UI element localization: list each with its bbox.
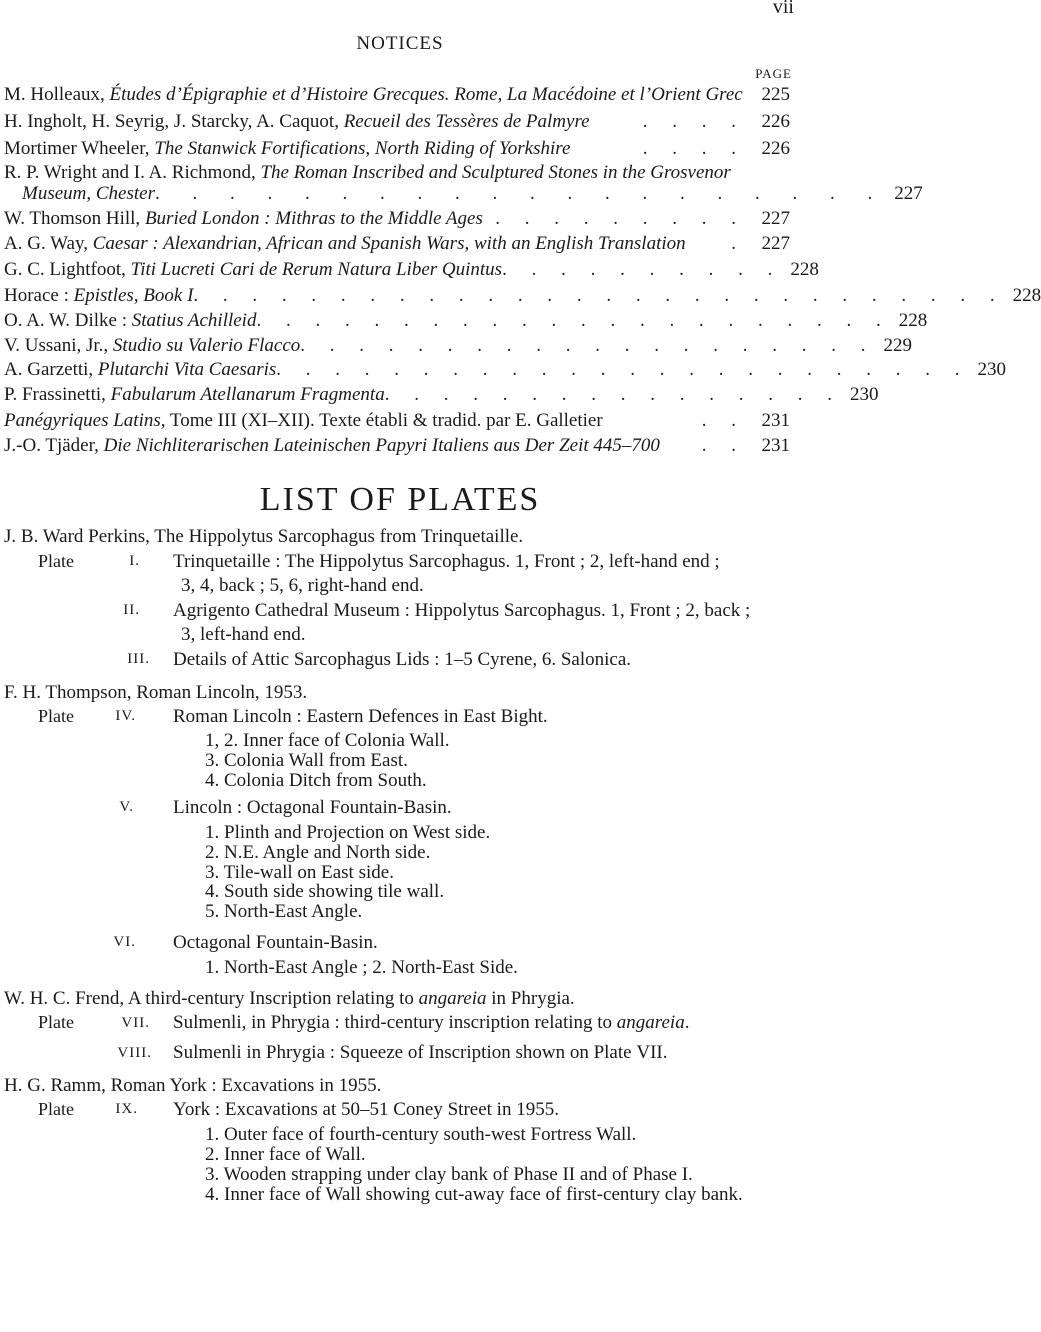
notice-row: O. A. W. Dilke : Statius Achilleid . . . . . . . . . . . . . . . . . . . . . . 228 xyxy=(4,310,928,331)
plate-caption: Agrigento Cathedral Museum : Hippolytus Sarcophagus. 1, Front ; 2, back ; 3, left-hand end. xyxy=(173,600,751,645)
plate-item: 3. Tile-wall on East side. xyxy=(205,862,394,883)
article-heading: W. H. C. Frend, A third-century Inscription relating to angareia in Phrygia. xyxy=(4,988,575,1009)
plate-number: V. xyxy=(119,799,134,815)
plate-label: Plate xyxy=(38,551,74,571)
article-heading: H. G. Ramm, Roman York : Excavations in 1955. xyxy=(4,1075,382,1096)
plate-label: Plate xyxy=(38,1012,74,1032)
plate-caption: Roman Lincoln : Eastern Defences in East Bight. xyxy=(173,706,548,727)
notice-row: R. P. Wright and I. A. Richmond, The Roman Inscribed and Sculptured Stones in the Grosvenor xyxy=(4,162,731,183)
plate-item: 5. North-East Angle. xyxy=(205,901,363,922)
notice-row: Panégyriques Latins, Tome III (XI–XII). Texte établi & tradid. par E. Galletier . . 231 xyxy=(4,410,790,431)
notice-row: Horace : Epistles, Book I . . . . . . . . . . . . . . . . . . . . . . . . . . . . 228 xyxy=(4,285,1041,306)
plate-item: 1, 2. Inner face of Colonia Wall. xyxy=(205,730,450,751)
notice-row: G. C. Lightfoot, Titi Lucreti Cari de Rerum Natura Liber Quintus . . . . . . . . . . 228 xyxy=(4,259,819,280)
plate-item: 4. Colonia Ditch from South. xyxy=(205,770,427,791)
plate-item: 4. Inner face of Wall showing cut-away face of first-century clay bank. xyxy=(205,1184,743,1205)
plate-number: III. xyxy=(127,651,150,667)
plate-caption: Lincoln : Octagonal Fountain-Basin. xyxy=(173,797,452,818)
plate-item: 4. South side showing tile wall. xyxy=(205,881,445,902)
plate-number: VII. xyxy=(121,1015,150,1031)
notices-heading: NOTICES xyxy=(356,33,444,54)
plate-item: 2. Inner face of Wall. xyxy=(205,1144,366,1165)
page-number: vii xyxy=(772,0,794,18)
article-heading: J. B. Ward Perkins, The Hippolytus Sarcophagus from Trinquetaille. xyxy=(4,526,524,547)
plate-caption: Details of Attic Sarcophagus Lids : 1–5 Cyrene, 6. Salonica. xyxy=(173,649,632,670)
plate-caption: Trinquetaille : The Hippolytus Sarcophagus. 1, Front ; 2, left-hand end ; 3, 4, back ; 5, 6, right-hand end. xyxy=(173,551,720,596)
plate-label: Plate xyxy=(38,706,74,726)
notice-row-continuation: Museum, Chester . . . . . . . . . . . . . . . . . . . . 227 xyxy=(22,183,923,204)
plate-item: 1. North-East Angle ; 2. North-East Side. xyxy=(205,957,518,978)
plate-number: I. xyxy=(129,553,140,569)
notice-row: P. Frassinetti, Fabularum Atellanarum Fragmenta . . . . . . . . . . . . . . . . 230 xyxy=(4,384,879,405)
plate-caption: York : Excavations at 50–51 Coney Street in 1955. xyxy=(173,1099,559,1120)
article-heading: F. H. Thompson, Roman Lincoln, 1953. xyxy=(4,682,308,703)
plate-item: 1. Plinth and Projection on West side. xyxy=(205,822,491,843)
notice-row: V. Ussani, Jr., Studio su Valerio Flacco . . . . . . . . . . . . . . . . . . . . 229 xyxy=(4,335,913,356)
page-column-label: PAGE xyxy=(755,66,792,81)
notice-row: A. G. Way, Caesar : Alexandrian, African and Spanish Wars, with an English Translation . 227 xyxy=(4,233,790,254)
plate-item: 3. Colonia Wall from East. xyxy=(205,750,408,771)
plate-number: IV. xyxy=(115,708,136,724)
plate-label: Plate xyxy=(38,1099,74,1119)
notice-row: A. Garzetti, Plutarchi Vita Caesaris . . . . . . . . . . . . . . . . . . . . . . . . 230 xyxy=(4,359,1007,380)
plates-heading: LIST OF PLATES xyxy=(259,481,541,518)
plate-number: IX. xyxy=(115,1101,138,1117)
plate-number: II. xyxy=(123,602,140,618)
notice-row: J.-O. Tjäder, Die Nichliterarischen Lateinischen Papyri Italiens aus Der Zeit 445–700 . . 231 xyxy=(4,435,790,456)
plate-item: 3. Wooden strapping under clay bank of Phase II and of Phase I. xyxy=(205,1164,693,1185)
notice-row: M. Holleaux, Études d’Épigraphie et d’Histoire Grecques. Rome, La Macédoine et l’Orient Grec 225 xyxy=(4,84,790,105)
notice-row: W. Thomson Hill, Buried London : Mithras to the Middle Ages . . . . . . . . . 227 xyxy=(4,208,790,229)
plate-caption: Octagonal Fountain-Basin. xyxy=(173,932,378,953)
plate-number: VIII. xyxy=(117,1045,152,1061)
plate-item: 2. N.E. Angle and North side. xyxy=(205,842,431,863)
plate-caption: Sulmenli in Phrygia : Squeeze of Inscription shown on Plate VII. xyxy=(173,1042,668,1063)
notice-row: H. Ingholt, H. Seyrig, J. Starcky, A. Caquot, Recueil des Tessères de Palmyre . . . . 226 xyxy=(4,111,790,132)
plate-item: 1. Outer face of fourth-century south-west Fortress Wall. xyxy=(205,1124,637,1145)
plate-caption: Sulmenli, in Phrygia : third-century inscription relating to angareia. xyxy=(173,1012,690,1033)
plate-number: VI. xyxy=(113,934,136,950)
notice-row: Mortimer Wheeler, The Stanwick Fortifications, North Riding of Yorkshire . . . . 226 xyxy=(4,138,790,159)
